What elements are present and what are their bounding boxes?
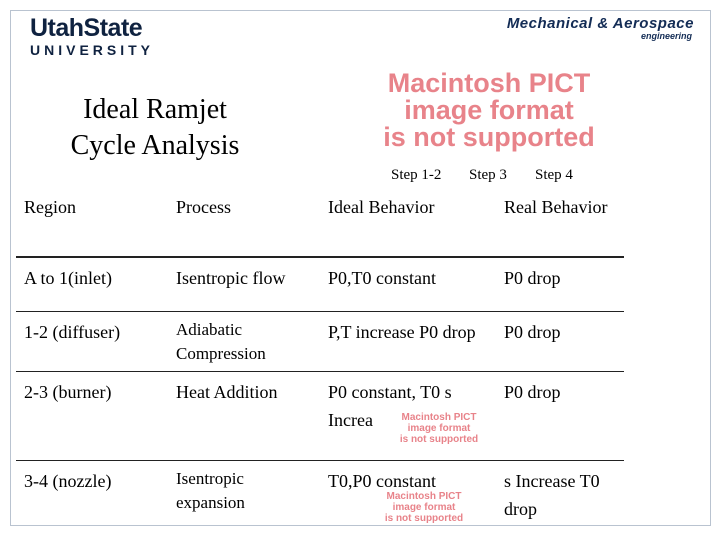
- column-header: [496, 187, 624, 257]
- slide-title-line1: Ideal Ramjet: [83, 94, 227, 125]
- column-header: Region: [16, 187, 168, 257]
- mae-logo-line2: engineering: [640, 31, 692, 41]
- column-header-real-behavior: Real Behavior: [504, 197, 608, 217]
- real-behavior-cell: P0 drop: [496, 371, 624, 460]
- placeholder-line1: Macintosh PICT: [387, 68, 591, 98]
- slide-title-line2: Cycle Analysis: [70, 130, 240, 161]
- mae-logo-line1: Mechanical & Aerospace: [506, 15, 694, 32]
- slide-title: [40, 92, 270, 164]
- placeholder-line3: is not supported: [399, 433, 479, 445]
- column-header: Process: [168, 187, 320, 257]
- region-cell: 1-2 (diffuser): [16, 311, 168, 371]
- process-cell: Heat Addition: [168, 371, 320, 460]
- process-cell: Adiabatic Compression: [168, 311, 320, 371]
- process-cell: Isentropic expansion: [176, 468, 245, 512]
- process-cell: Isentropic flow: [168, 257, 320, 311]
- usu-logo-line1: UtahState: [30, 14, 143, 42]
- table-row: [16, 371, 624, 460]
- mae-logo: [468, 16, 694, 41]
- placeholder-line2: image format: [407, 422, 471, 434]
- column-header: Ideal Behavior: [320, 187, 496, 257]
- ideal-behavior-cell: P0,T0 constant: [320, 257, 496, 311]
- real-behavior-cell: s Increase T0 drop: [504, 470, 600, 519]
- region-cell: 2-3 (burner): [16, 371, 168, 460]
- step-label-3: Step 3: [469, 167, 507, 183]
- table-header-row: [16, 187, 624, 257]
- placeholder-line1: Macintosh PICT: [386, 490, 462, 502]
- placeholder-line3: is not supported: [384, 512, 464, 524]
- table-row: [16, 460, 624, 524]
- ideal-behavior-cell: P,T increase P0 drop: [320, 311, 496, 371]
- table-row: [16, 257, 624, 311]
- placeholder-line3: is not supported: [383, 122, 595, 152]
- ideal-behavior-cell: [320, 371, 496, 460]
- real-behavior-cell: P0 drop: [496, 311, 624, 371]
- region-cell: 3-4 (nozzle): [24, 470, 112, 491]
- ideal-behavior-text: T0,P0 constant: [328, 470, 436, 491]
- region-cell: A to 1(inlet): [16, 257, 168, 311]
- unsupported-image-placeholder-small: [372, 491, 476, 524]
- step-label-4: Step 4: [535, 167, 573, 183]
- unsupported-image-placeholder-small: [388, 412, 490, 445]
- placeholder-line1: Macintosh PICT: [401, 411, 477, 423]
- ideal-behavior-text: P0 constant, T0 s Increa: [328, 381, 452, 430]
- step-label-1-2: Step 1-2: [391, 167, 442, 183]
- ideal-behavior-cell: [320, 460, 496, 524]
- table-row: [16, 311, 624, 371]
- usu-logo: [30, 16, 154, 58]
- usu-logo-line2: UNIVERSITY: [30, 42, 155, 58]
- unsupported-image-placeholder: [334, 70, 644, 151]
- real-behavior-cell: P0 drop: [496, 257, 624, 311]
- placeholder-line2: image format: [404, 95, 574, 125]
- placeholder-line2: image format: [392, 501, 456, 513]
- ramjet-cycle-table: [16, 187, 624, 524]
